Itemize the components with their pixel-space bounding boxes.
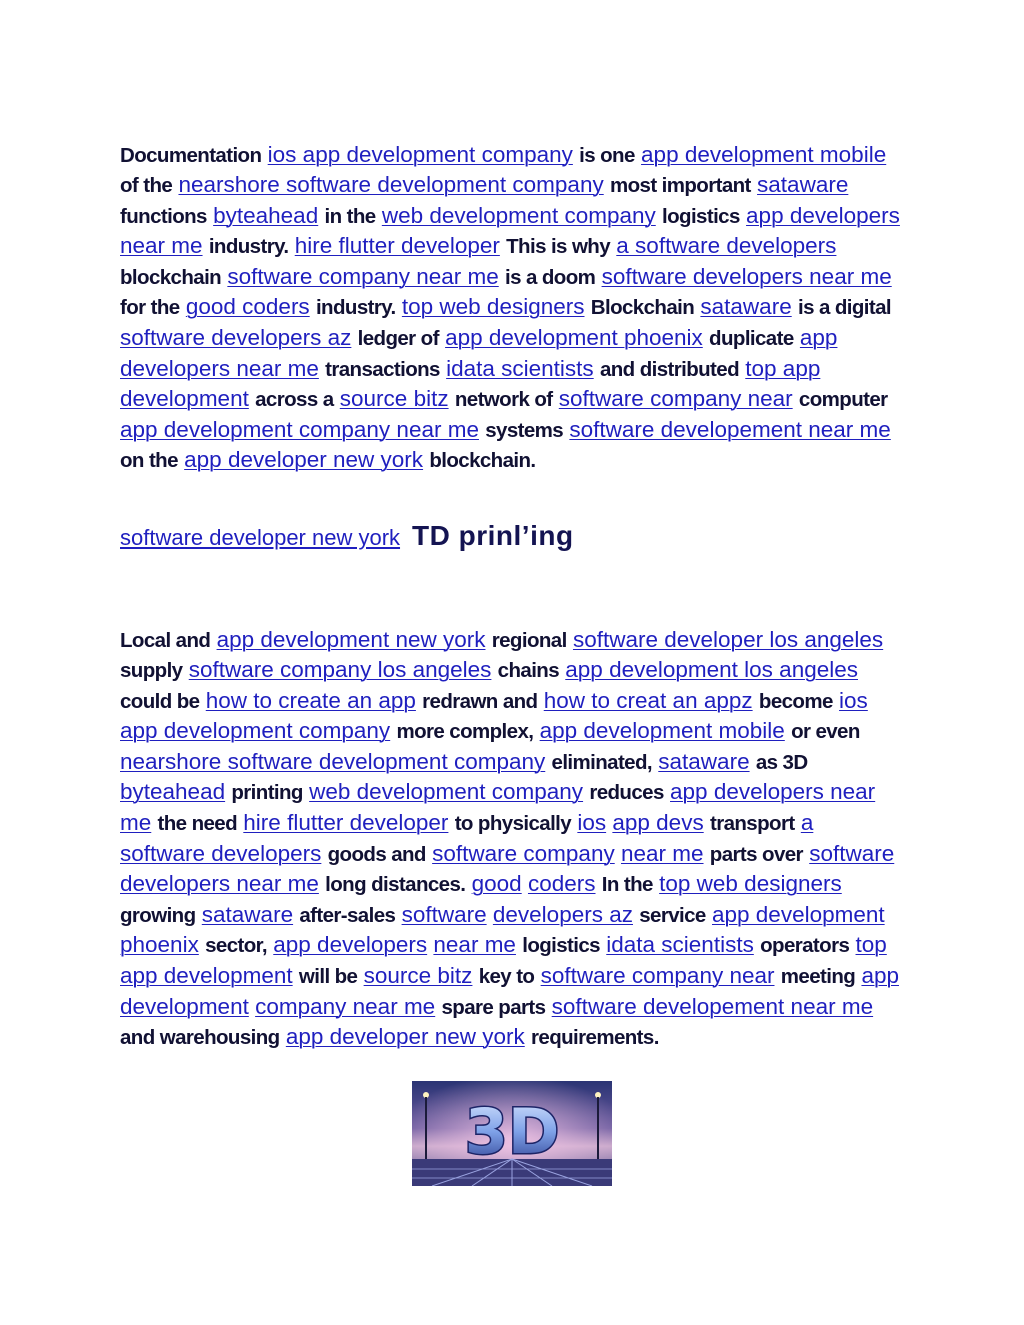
body-text: is a digital — [797, 296, 892, 320]
body-text: in the — [324, 204, 376, 228]
keyword-link[interactable]: app development los angeles — [565, 657, 858, 683]
body-text: long distances. — [325, 873, 466, 897]
body-text: and distributed — [599, 357, 740, 381]
body-text: of the — [120, 174, 173, 198]
body-text: on the — [120, 449, 178, 473]
body-text: growing — [120, 903, 196, 927]
body-text: functions — [120, 204, 207, 228]
body-text: ledger of — [357, 327, 439, 351]
keyword-link[interactable]: sataware — [201, 901, 294, 927]
body-text: or even — [791, 720, 860, 744]
body-text: computer — [798, 388, 888, 412]
keyword-link[interactable]: software company near me — [227, 263, 499, 289]
body-text: as 3D — [755, 750, 808, 774]
keyword-link[interactable]: web development company — [381, 202, 656, 228]
keyword-link[interactable]: byteahead — [213, 202, 319, 228]
keyword-link[interactable]: how to creat an appz — [543, 687, 753, 713]
body-text: eliminated, — [551, 750, 653, 774]
body-text: industry. — [208, 235, 289, 259]
keyword-link[interactable]: app development company near me — [120, 416, 479, 442]
keyword-link[interactable]: hire flutter developer — [294, 233, 500, 259]
keyword-link[interactable]: near me — [620, 840, 704, 866]
body-text: could be — [120, 689, 200, 713]
body-text: chains — [497, 659, 560, 683]
keyword-link[interactable]: app development mobile — [641, 141, 887, 167]
body-text: spare parts — [441, 995, 546, 1019]
body-text: service — [639, 903, 706, 927]
body-text: will be — [298, 965, 358, 989]
body-text: across a — [255, 388, 334, 412]
keyword-link[interactable]: ios app development company — [120, 687, 868, 744]
paragraph-3d-printing — [120, 625, 902, 1053]
heading-title: TD prinl’ing — [412, 520, 574, 551]
keyword-link[interactable]: sataware — [658, 748, 750, 774]
keyword-link[interactable]: coders — [527, 871, 596, 897]
keyword-link[interactable]: idata scientists — [606, 932, 754, 958]
keyword-link[interactable]: app developers — [273, 932, 428, 958]
body-text: regional — [491, 628, 567, 652]
body-text: after-sales — [299, 903, 396, 927]
body-text: Local and — [120, 628, 211, 652]
body-text: the need — [157, 812, 238, 836]
keyword-link[interactable]: ios app development company — [267, 141, 573, 167]
keyword-link[interactable]: software developers near me — [120, 840, 895, 897]
body-text: Blockchain — [590, 296, 695, 320]
keyword-link[interactable]: a software developers — [120, 810, 814, 866]
keyword-link[interactable]: a software developers — [616, 233, 837, 259]
keyword-link[interactable]: idata scientists — [446, 355, 594, 381]
keyword-link[interactable]: software — [401, 901, 487, 927]
body-text: blockchain — [120, 265, 222, 289]
keyword-link[interactable]: app developers near me — [120, 779, 876, 836]
keyword-link[interactable]: app developer new york — [285, 1024, 525, 1050]
body-text: key to — [478, 965, 535, 989]
body-text: to physically — [454, 812, 572, 836]
body-text: redrawn and — [422, 689, 538, 713]
body-text: printing — [231, 781, 303, 805]
keyword-link[interactable]: sataware — [757, 172, 849, 198]
paragraph-blockchain — [120, 140, 902, 477]
heading-link[interactable]: software developer new york — [120, 525, 401, 550]
keyword-link[interactable]: software company near — [540, 963, 775, 989]
keyword-link[interactable]: good — [471, 871, 522, 897]
keyword-link[interactable]: software developement near me — [569, 416, 891, 442]
keyword-link[interactable]: app developer new york — [184, 447, 424, 473]
keyword-link[interactable]: app devs — [612, 810, 704, 836]
3d-illustration-svg — [412, 1081, 612, 1186]
keyword-link[interactable]: near me — [433, 932, 516, 958]
keyword-link[interactable]: nearshore software development company — [178, 172, 604, 198]
body-text: requirements. — [531, 1026, 659, 1050]
body-text: for the — [120, 296, 180, 320]
body-text: duplicate — [709, 327, 794, 351]
body-text: industry. — [315, 296, 396, 320]
keyword-link[interactable]: software developers near me — [601, 263, 892, 289]
body-text: logistics — [522, 934, 600, 958]
keyword-link[interactable]: company near me — [255, 993, 436, 1019]
body-text: reduces — [589, 781, 664, 805]
keyword-link[interactable]: ios — [577, 810, 607, 836]
keyword-link[interactable]: app development new york — [216, 626, 486, 652]
keyword-link[interactable]: sataware — [700, 294, 792, 320]
body-text: Documentation — [120, 143, 262, 167]
keyword-link[interactable]: top web designers — [401, 294, 585, 320]
keyword-link[interactable]: top app development — [120, 932, 887, 989]
body-text: transport — [709, 812, 795, 836]
body-text: This is why — [506, 235, 611, 259]
keyword-link[interactable]: app developers near me — [120, 202, 900, 259]
keyword-link[interactable]: software company los angeles — [188, 657, 492, 683]
body-text: operators — [760, 934, 850, 958]
keyword-link[interactable]: software company near — [558, 386, 793, 412]
keyword-link[interactable]: software developer los angeles — [572, 626, 884, 652]
keyword-link[interactable]: software developers az — [120, 325, 352, 351]
body-text: is one — [579, 143, 635, 167]
body-text: transactions — [325, 357, 440, 381]
body-text: network of — [454, 388, 553, 412]
keyword-link[interactable]: developers az — [492, 901, 633, 927]
keyword-link[interactable]: software company — [432, 840, 615, 866]
keyword-link[interactable]: top app development — [120, 355, 821, 412]
keyword-link[interactable]: byteahead — [120, 779, 226, 805]
keyword-link[interactable]: app development — [120, 963, 899, 1019]
keyword-link[interactable]: web development company — [309, 779, 584, 805]
body-text: become — [758, 689, 833, 713]
body-text: logistics — [662, 204, 740, 228]
body-text: goods and — [327, 842, 426, 866]
keyword-link[interactable]: app development phoenix — [120, 901, 885, 958]
keyword-link[interactable]: how to create an app — [205, 687, 416, 713]
keyword-link[interactable]: good coders — [185, 294, 310, 320]
body-text: blockchain. — [429, 449, 536, 473]
keyword-link[interactable]: app development mobile — [539, 718, 785, 744]
keyword-link[interactable]: software developement near me — [551, 993, 874, 1019]
keyword-link[interactable]: nearshore software development company — [120, 748, 546, 774]
keyword-link[interactable]: source bitz — [363, 963, 473, 989]
body-text: sector, — [205, 934, 267, 958]
section-heading — [120, 520, 920, 552]
body-text: systems — [485, 418, 564, 442]
3d-letters: 3D — [464, 1095, 560, 1168]
keyword-link[interactable]: app development phoenix — [445, 325, 703, 351]
keyword-link[interactable]: top web designers — [659, 871, 842, 897]
body-text: meeting — [780, 965, 856, 989]
body-text: most important — [609, 174, 751, 198]
3d-illustration-image — [412, 1081, 612, 1186]
keyword-link[interactable]: source bitz — [339, 386, 449, 412]
body-text: parts over — [709, 842, 803, 866]
keyword-link[interactable]: app developers near me — [120, 325, 838, 381]
body-text: and warehousing — [120, 1026, 280, 1050]
body-text: In the — [601, 873, 653, 897]
body-text: more complex, — [396, 720, 534, 744]
keyword-link[interactable]: hire flutter developer — [243, 810, 449, 836]
body-text: is a doom — [505, 265, 596, 289]
body-text: supply — [120, 659, 183, 683]
